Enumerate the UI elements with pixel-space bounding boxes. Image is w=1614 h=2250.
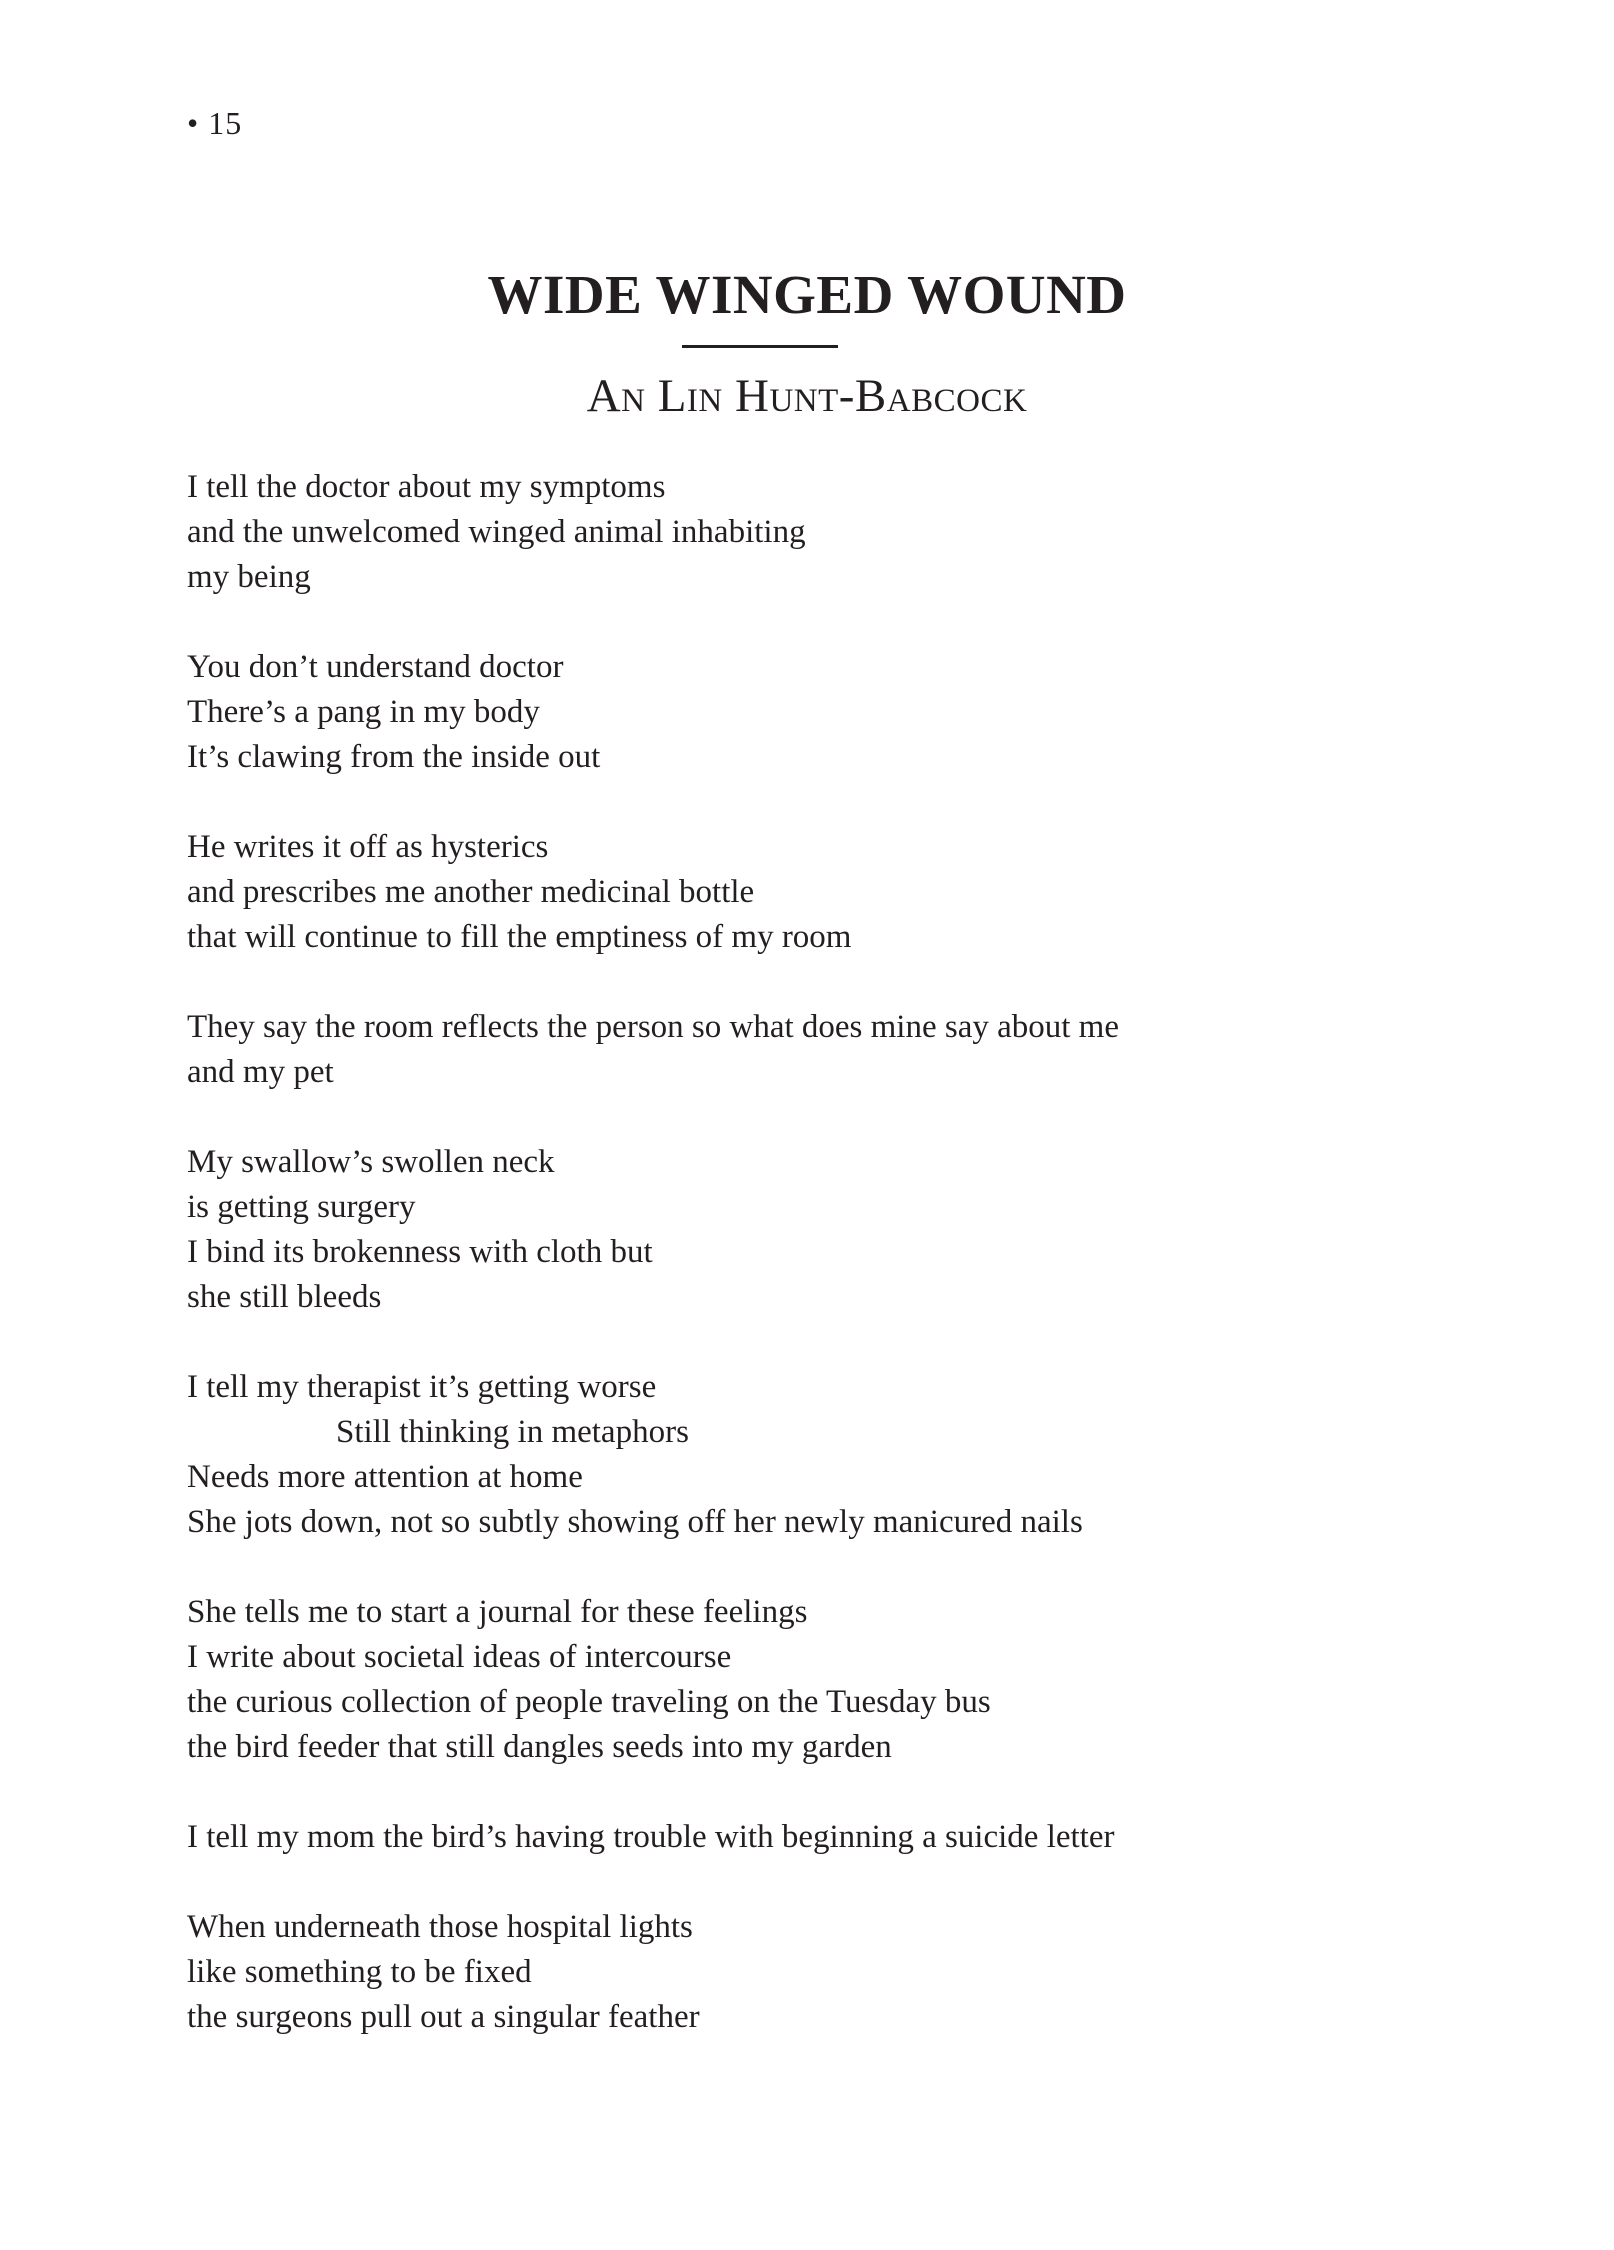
poem-line: and the unwelcomed winged animal inhabiting xyxy=(187,514,806,550)
poem-line: She jots down, not so subtly showing off her newly manicured nails xyxy=(187,1504,1083,1540)
stanza-2 xyxy=(187,645,1487,780)
poem-line: You don’t understand doctor xyxy=(187,649,564,685)
poem-line: She tells me to start a journal for these feelings xyxy=(187,1594,808,1630)
poem-title: WIDE WINGED WOUND xyxy=(487,264,1127,325)
poem-line: that will continue to fill the emptiness of my room xyxy=(187,919,852,955)
poem-line: I write about societal ideas of intercourse xyxy=(187,1639,732,1675)
stanza-6 xyxy=(187,1365,1487,1545)
poem-line: the surgeons pull out a singular feather xyxy=(187,1999,700,2035)
poem-line: Needs more attention at home xyxy=(187,1459,583,1495)
poem-line: I tell my mom the bird’s having trouble with beginning a suicide letter xyxy=(187,1819,1115,1855)
poem-line: the bird feeder that still dangles seeds into my garden xyxy=(187,1729,892,1765)
stanza-9 xyxy=(187,1905,1487,2040)
poem-line: They say the room reflects the person so what does mine say about me xyxy=(187,1009,1119,1045)
poem-line: is getting surgery xyxy=(187,1189,416,1225)
poem-line: There’s a pang in my body xyxy=(187,694,540,730)
poem-line: she still bleeds xyxy=(187,1279,382,1315)
poem-line: He writes it off as hysterics xyxy=(187,829,549,865)
stanza-8 xyxy=(187,1815,1487,1860)
poem-line: My swallow’s swollen neck xyxy=(187,1144,555,1180)
poem-line: like something to be fixed xyxy=(187,1954,532,1990)
poem-line: my being xyxy=(187,559,311,595)
poem-line: and my pet xyxy=(187,1054,334,1090)
stanza-7 xyxy=(187,1590,1487,1770)
poem-line: and prescribes me another medicinal bottle xyxy=(187,874,755,910)
poem-line: I tell the doctor about my symptoms xyxy=(187,469,666,505)
poem-line: I tell my therapist it’s getting worse xyxy=(187,1369,657,1405)
stanza-3 xyxy=(187,825,1487,960)
poem-line: I bind its brokenness with cloth but xyxy=(187,1234,653,1270)
poem-line: When underneath those hospital lights xyxy=(187,1909,693,1945)
stanza-1 xyxy=(187,465,1487,600)
poem-body xyxy=(187,465,1487,2085)
poem-line: It’s clawing from the inside out xyxy=(187,739,601,775)
title-divider xyxy=(682,345,838,348)
stanza-4 xyxy=(187,1005,1487,1095)
poem-line: the curious collection of people traveling on the Tuesday bus xyxy=(187,1684,991,1720)
stanza-5 xyxy=(187,1140,1487,1320)
page-number: • 15 xyxy=(187,105,243,141)
poem-author: An Lin Hunt-Babcock xyxy=(586,370,1028,422)
poem-line-indented: Still thinking in metaphors xyxy=(336,1414,689,1450)
